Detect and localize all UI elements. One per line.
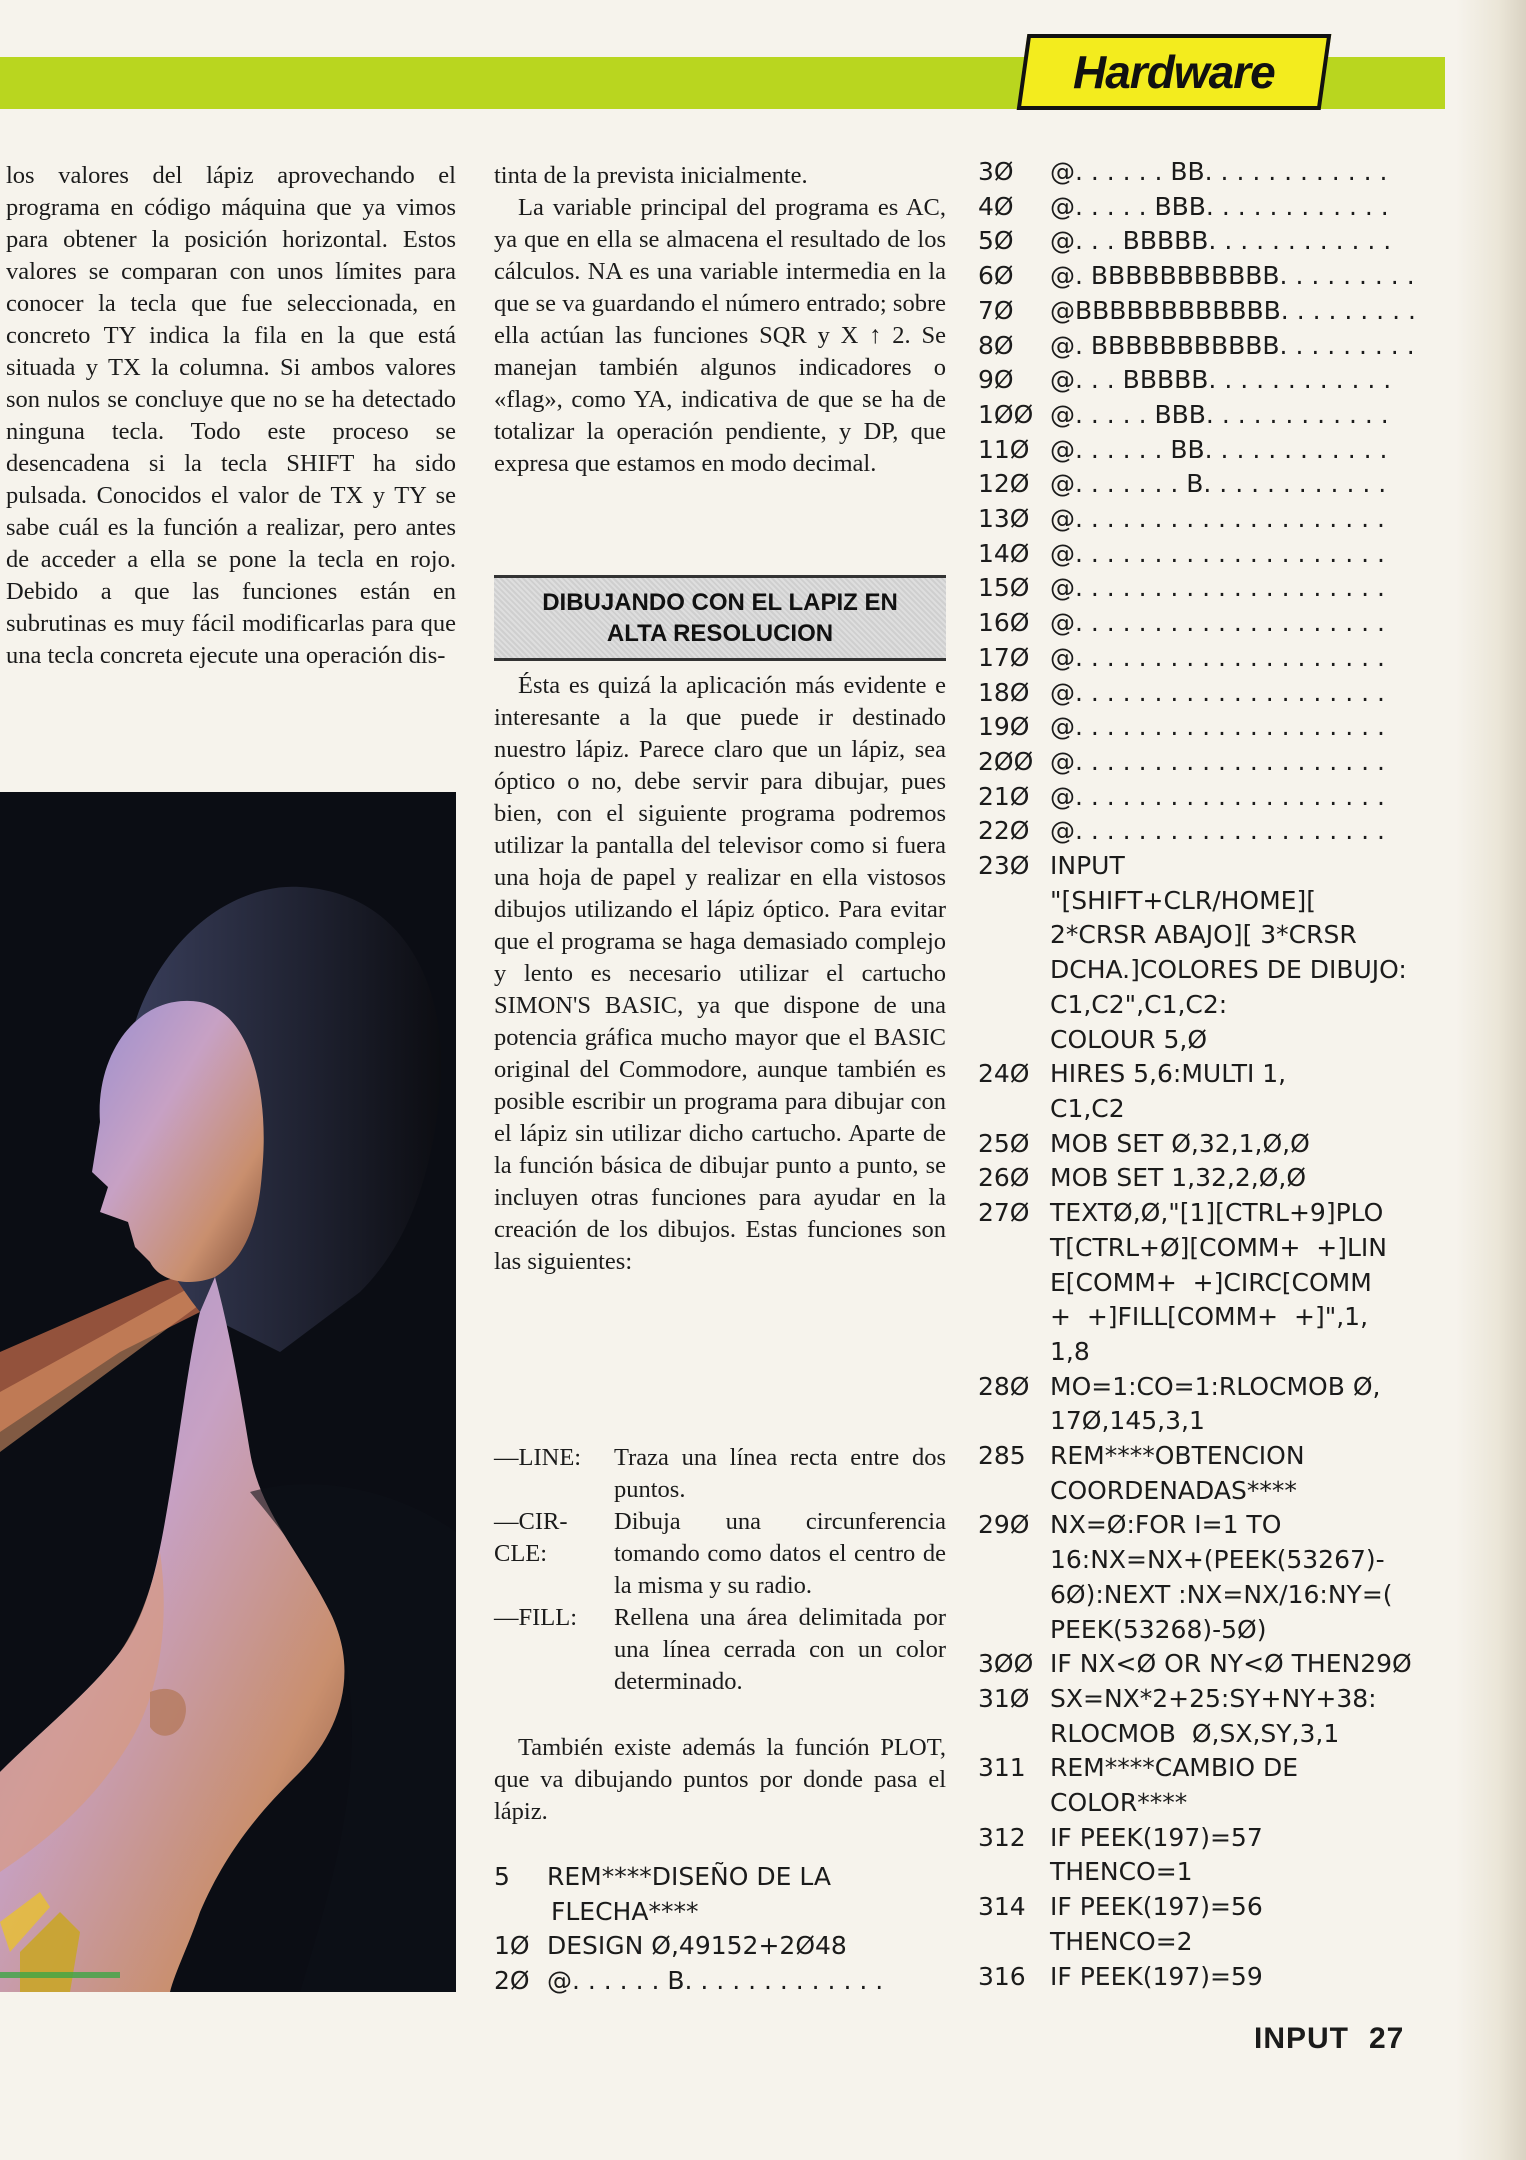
code-line: [978, 1196, 1448, 1231]
code-line: [978, 1786, 1448, 1821]
page-edge-shadow: [1456, 0, 1526, 2160]
line-text: @. . . . . . B. . . . . . . . . . . . .: [547, 1966, 884, 1996]
line-text: @. BBBBBBBBBBB. . . . . . . . .: [1050, 261, 1415, 291]
line-number: [978, 1266, 1050, 1301]
line-text: @. . . . . BBB. . . . . . . . . . . .: [1050, 191, 1389, 221]
line-number: [978, 1335, 1050, 1370]
heading-line-2: ALTA RESOLUCION: [606, 620, 834, 647]
code-listing-part-2: [978, 155, 1448, 1994]
line-number: 8Ø: [978, 330, 1014, 360]
code-line: [978, 676, 1448, 711]
line-number: [978, 1613, 1050, 1648]
photo-illustration: [0, 792, 456, 1992]
line-text: IF NX<Ø OR NY<Ø THEN29Ø: [1050, 1649, 1412, 1679]
code-line: [978, 467, 1448, 502]
function-list: [494, 1442, 946, 1698]
line-text: REM****OBTENCION: [1050, 1441, 1305, 1471]
code-line: [978, 1370, 1448, 1405]
column-1: [6, 160, 456, 672]
line-number: [978, 1474, 1050, 1509]
line-number: 12Ø: [978, 469, 1030, 499]
line-text: + +]FILL[COMM+ +]",1,: [1050, 1302, 1369, 1332]
line-text: REM****DISEÑO DE LA: [547, 1862, 831, 1891]
code-line: [978, 224, 1448, 259]
function-item: [494, 1602, 946, 1698]
line-text: 1,8: [1050, 1336, 1090, 1366]
line-number: 31Ø: [978, 1683, 1030, 1713]
line-number: [978, 1231, 1050, 1266]
code-line: [978, 329, 1448, 364]
line-text: HIRES 5,6:MULTI 1,: [1050, 1059, 1287, 1089]
line-text: DESIGN Ø,49152+2Ø48: [547, 1931, 847, 1961]
page-number: 27: [1369, 2022, 1405, 2055]
code-line: [978, 1335, 1448, 1370]
line-number: 3Ø: [978, 157, 1014, 186]
code-line: [978, 1057, 1448, 1092]
code-line: [978, 814, 1448, 849]
function-term: —LINE:: [494, 1444, 582, 1471]
code-line: [978, 1890, 1448, 1925]
line-number: 29Ø: [978, 1510, 1030, 1540]
code-line: [978, 398, 1448, 433]
code-line: [978, 1717, 1448, 1752]
code-line: [978, 1231, 1448, 1266]
line-text: @. . . . . . BB. . . . . . . . . . . .: [1050, 434, 1388, 464]
code-line: [494, 1964, 954, 1999]
line-text: T[CTRL+Ø][COMM+ +]LIN: [1050, 1232, 1387, 1262]
line-number: [978, 1717, 1050, 1752]
line-number: 316: [978, 1961, 1026, 1991]
code-line: [978, 1266, 1448, 1301]
code-listing-part-1: [494, 1860, 954, 1999]
code-line: [978, 363, 1448, 398]
code-line: [978, 1404, 1448, 1439]
code-line: [978, 571, 1448, 606]
line-text: 16:NX=NX+(PEEK(53267)-: [1050, 1545, 1385, 1575]
line-text: REM****CAMBIO DE: [1050, 1753, 1299, 1783]
code-line: [978, 1161, 1448, 1196]
line-number: [978, 1092, 1050, 1127]
code-line: [978, 1925, 1448, 1960]
function-item: [494, 1442, 946, 1506]
line-text: @. . . BBBBB. . . . . . . . . . . .: [1050, 365, 1392, 395]
line-number: 311: [978, 1753, 1026, 1783]
code-line: [978, 1508, 1448, 1543]
line-number: 5: [494, 1862, 510, 1891]
section-title: Hardware: [1073, 46, 1275, 98]
code-line: [978, 918, 1448, 953]
code-line: [978, 294, 1448, 329]
line-text: @BBBBBBBBBBBB. . . . . . . . .: [1050, 295, 1416, 325]
line-number: 22Ø: [978, 816, 1030, 846]
line-number: 13Ø: [978, 504, 1030, 534]
code-line: [494, 1929, 954, 1964]
line-text: INPUT: [1050, 851, 1125, 881]
line-text: DCHA.]COLORES DE DIBUJO:: [1050, 955, 1407, 985]
code-line: [494, 1860, 954, 1895]
line-number: 314: [978, 1892, 1026, 1922]
line-text: @. . . . . BBB. . . . . . . . . . . .: [1050, 399, 1389, 429]
code-line: [978, 1300, 1448, 1335]
line-text: PEEK(53268)-5Ø): [1050, 1614, 1267, 1644]
line-text: IF PEEK(197)=57: [1050, 1822, 1263, 1852]
code-line: [978, 1751, 1448, 1786]
code-line: [978, 1613, 1448, 1648]
line-text: C1,C2: [1050, 1093, 1125, 1123]
code-line: [978, 641, 1448, 676]
code-line: [978, 1960, 1448, 1995]
line-number: 26Ø: [978, 1163, 1030, 1193]
function-item: [494, 1506, 946, 1602]
line-text: NX=Ø:FOR I=1 TO: [1050, 1510, 1282, 1540]
line-text: @. . . . . . . . . . . . . . . . . . . .: [1050, 504, 1385, 534]
line-text: MOB SET 1,32,2,Ø,Ø: [1050, 1163, 1306, 1193]
code-line: [978, 502, 1448, 537]
code-line: [978, 1543, 1448, 1578]
line-number: 5Ø: [978, 226, 1014, 256]
code-line: [978, 849, 1448, 884]
line-number: 285: [978, 1441, 1026, 1471]
line-number: [494, 1895, 547, 1930]
line-text: @. . . . . . . . . . . . . . . . . . . .: [1050, 642, 1385, 672]
line-number: 9Ø: [978, 365, 1014, 395]
line-number: 17Ø: [978, 642, 1030, 672]
function-term: —FILL:: [494, 1604, 578, 1631]
line-number: 1Ø: [494, 1931, 530, 1961]
page-footer: [1254, 2022, 1404, 2056]
col2-paragraph-3: Ésta es quizá la aplicación más evidente e interesante a la que puede ir destinado nuestro lápiz. Parece claro que un lápiz, sea óptico o no, debe servir para dibujar, pues bien, con el siguiente programa podremos utilizar la pantalla del televisor como si fuera una hoja de papel y realizar en ella vistosos dibujos utilizando el lápiz óptico. Para evitar que el programa se haga demasiado complejo y lento es necesario utilizar el cartucho SIMON'S BASIC, ya que dispone de una potencia gráfica mucho mayor que el BASIC original del Commodore, aunque también es posible escribir un programa para dibujar con el lápiz sin utilizar dicho cartucho. Aparte de la función básica de dibujar punto a punto, se incluyen otras funciones para ayudar en la creación de los dibujos. Estas funciones son las siguientes:: [494, 672, 946, 1275]
code-line: [978, 1647, 1448, 1682]
line-text: FLECHA****: [551, 1896, 699, 1926]
line-text: @. . . BBBBB. . . . . . . . . . . .: [1050, 226, 1392, 256]
line-text: @. . . . . . . . . . . . . . . . . . . .: [1050, 746, 1385, 776]
heading-line-1: DIBUJANDO CON EL LAPIZ EN: [542, 589, 898, 616]
line-text: RLOCMOB Ø,SX,SY,3,1: [1050, 1718, 1340, 1748]
line-number: 21Ø: [978, 781, 1030, 811]
line-text: @. . . . . . . . . . . . . . . . . . . .: [1050, 538, 1385, 568]
column-2-top: [494, 160, 946, 480]
line-number: [978, 1925, 1050, 1960]
code-line: [978, 190, 1448, 225]
line-number: 23Ø: [978, 851, 1030, 881]
column-2-body: [494, 670, 946, 1278]
line-text: THENCO=2: [1050, 1926, 1193, 1956]
line-text: MOB SET Ø,32,1,Ø,Ø: [1050, 1128, 1310, 1158]
code-line: [978, 1127, 1448, 1162]
line-number: 16Ø: [978, 608, 1030, 638]
line-text: @. BBBBBBBBBBB. . . . . . . . .: [1050, 330, 1415, 360]
line-number: 18Ø: [978, 677, 1030, 707]
line-number: 14Ø: [978, 538, 1030, 568]
code-line: [978, 953, 1448, 988]
line-text: MO=1:CO=1:RLOCMOB Ø,: [1050, 1371, 1381, 1401]
line-number: [978, 918, 1050, 953]
line-number: 2Ø: [494, 1966, 530, 1996]
function-desc: Dibuja una circunferencia tomando como datos el centro de la misma y su radio.: [614, 1508, 946, 1599]
line-text: TEXTØ,Ø,"[1][CTRL+9]PLO: [1050, 1198, 1384, 1228]
line-text: COLOR****: [1050, 1788, 1188, 1818]
column-2-bottom: [494, 1732, 946, 1828]
line-text: "[SHIFT+CLR/HOME][: [1050, 885, 1316, 915]
line-number: 24Ø: [978, 1059, 1030, 1089]
function-desc: Rellena una área delimitada por una línea cerrada con un color determinado.: [614, 1604, 946, 1695]
line-number: [978, 1786, 1050, 1821]
code-line: [978, 745, 1448, 780]
code-line: [978, 1092, 1448, 1127]
line-text: @. . . . . . . . . . . . . . . . . . . .: [1050, 816, 1385, 846]
function-desc: Traza una línea recta entre dos puntos.: [614, 1444, 946, 1503]
line-number: [978, 1023, 1050, 1058]
line-text: COLOUR 5,Ø: [1050, 1024, 1207, 1054]
code-line: [978, 710, 1448, 745]
col2-paragraph-2: La variable principal del programa es AC, ya que en ella se almacena el resultado de los cálculos. NA es una variable intermedia en la que se va guardando el número entrado; sobre ella actúan las funciones SQR y X ↑ 2. Se manejan también algunos indicadores o «flag», como YA, indicativa de que se ha de totalizar la operación pendiente, y DP, que expresa que estamos en modo decimal.: [494, 194, 946, 477]
code-line: [978, 1855, 1448, 1890]
line-number: 312: [978, 1822, 1026, 1852]
line-text: @. . . . . . . . . . . . . . . . . . . .: [1050, 573, 1385, 603]
code-line: [978, 1578, 1448, 1613]
line-number: [978, 1578, 1050, 1613]
line-text: E[COMM+ +]CIRC[COMM: [1050, 1267, 1372, 1297]
line-number: [978, 884, 1050, 919]
code-line: [978, 537, 1448, 572]
line-text: @. . . . . . . . . . . . . . . . . . . .: [1050, 781, 1385, 811]
line-number: 27Ø: [978, 1198, 1030, 1228]
col1-paragraph: los valores del lápiz aprovechando el programa en código máquina que ya vimos para obtener la posición horizontal. Estos valores se comparan con unos límites para conocer la tecla que fue seleccionada, en concreto TY indica la fila en la que está situada y TX la columna. Si ambos valores son nulos se concluye que no se ha detectado ninguna tecla. Todo este proceso se desencadena si la tecla SHIFT ha sido pulsada. Conocidos el valor de TX y TY se sabe cuál es la función a realizar, pero antes de acceder a ella se pone la tecla en rojo. Debido a que las funciones están en subrutinas es muy fácil modificarlas para que una tecla concreta ejecute una operación dis-: [6, 162, 456, 669]
line-text: @. . . . . . . . . . . . . . . . . . . .: [1050, 608, 1385, 638]
section-heading: [494, 575, 946, 661]
section-tag: [1017, 34, 1332, 110]
code-line: [978, 433, 1448, 468]
line-text: IF PEEK(197)=59: [1050, 1961, 1263, 1991]
line-number: 11Ø: [978, 434, 1030, 464]
line-number: 6Ø: [978, 261, 1014, 291]
line-text: @. . . . . . BB. . . . . . . . . . . .: [1050, 157, 1388, 186]
line-text: @. . . . . . . B. . . . . . . . . . . .: [1050, 469, 1387, 499]
code-line: [978, 606, 1448, 641]
line-text: IF PEEK(197)=56: [1050, 1892, 1263, 1922]
code-line: [978, 1439, 1448, 1474]
line-text: @. . . . . . . . . . . . . . . . . . . .: [1050, 712, 1385, 742]
line-number: [978, 1404, 1050, 1439]
line-text: 6Ø):NEXT :NX=NX/16:NY=(: [1050, 1579, 1393, 1609]
line-number: [978, 953, 1050, 988]
magazine-name: INPUT: [1254, 2022, 1349, 2055]
line-text: @. . . . . . . . . . . . . . . . . . . .: [1050, 677, 1385, 707]
col2-paragraph-4: También existe además la función PLOT, que va dibujando puntos por donde pasa el lápiz.: [494, 1734, 946, 1825]
code-line: [978, 884, 1448, 919]
line-number: 1ØØ: [978, 399, 1034, 429]
code-line: [978, 780, 1448, 815]
code-line: [978, 1821, 1448, 1856]
line-text: THENCO=1: [1050, 1857, 1193, 1887]
line-number: 15Ø: [978, 573, 1030, 603]
line-number: 28Ø: [978, 1371, 1030, 1401]
line-text: 2*CRSR ABAJO][ 3*CRSR: [1050, 920, 1357, 950]
line-text: COORDENADAS****: [1050, 1475, 1297, 1505]
line-text: 17Ø,145,3,1: [1050, 1406, 1205, 1436]
line-number: [978, 1300, 1050, 1335]
code-line: [978, 1023, 1448, 1058]
code-line: [978, 259, 1448, 294]
photo-woman-light-pen: [0, 792, 456, 1992]
code-line: [978, 1474, 1448, 1509]
line-number: 4Ø: [978, 191, 1014, 221]
function-term: —CIR-CLE:: [494, 1508, 568, 1567]
col2-paragraph-1: tinta de la prevista inicialmente.: [494, 162, 808, 189]
line-text: C1,C2",C1,C2:: [1050, 989, 1228, 1019]
line-number: 3ØØ: [978, 1649, 1034, 1679]
line-number: [978, 988, 1050, 1023]
line-number: 19Ø: [978, 712, 1030, 742]
line-number: [978, 1543, 1050, 1578]
line-number: 25Ø: [978, 1128, 1030, 1158]
line-number: [978, 1855, 1050, 1890]
line-number: 2ØØ: [978, 746, 1034, 776]
code-line: [978, 155, 1448, 190]
code-line: [494, 1895, 954, 1930]
line-number: 7Ø: [978, 295, 1014, 325]
line-text: SX=NX*2+25:SY+NY+38:: [1050, 1683, 1377, 1713]
code-line: [978, 988, 1448, 1023]
code-line: [978, 1682, 1448, 1717]
